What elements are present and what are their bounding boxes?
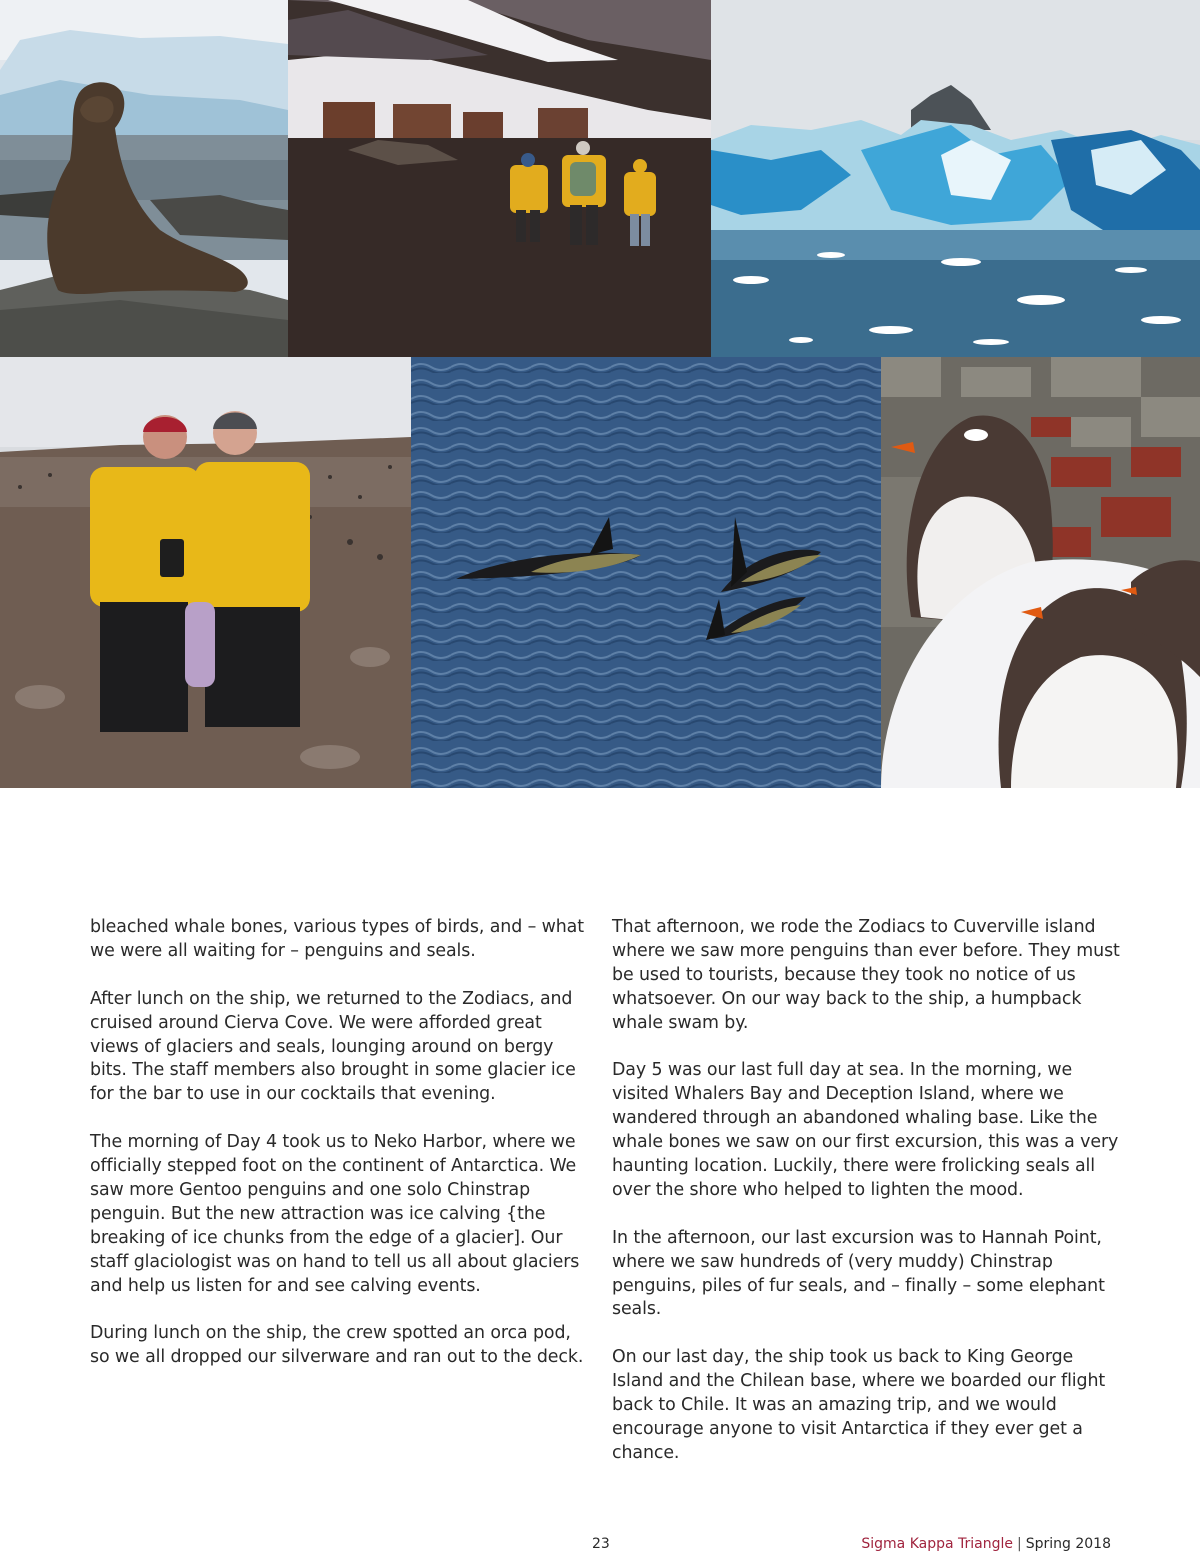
right-paragraph-4: On our last day, the ship took us back to King George Island and the Chilean base, where we boarded our flight back to Chile. It was an amazing trip, and we would encourage anyone to visit Antarctica if they ever get a chance.	[612, 1347, 1106, 1463]
photo-whaling-station	[288, 0, 711, 357]
right-paragraph-3: In the afternoon, our last excursion was to Hannah Point, where we saw hundreds of (very muddy) Chinstrap penguins, piles of fur seals, and – finally – some elephant seals.	[612, 1227, 1105, 1320]
photo-fur-seal	[0, 0, 288, 357]
photo-orcas	[411, 357, 881, 788]
issue-date: Spring 2018	[1025, 1536, 1111, 1552]
right-paragraph-1: That afternoon, we rode the Zodiacs to Cuverville island where we saw more penguins than ever before. They must be used to tourists, because they took no notice of us whatsoever. On our way back to the ship, a humpback whale swam by.	[612, 917, 1120, 1033]
article-left-column	[90, 916, 590, 1394]
left-paragraph-2: After lunch on the ship, we returned to the Zodiacs, and cruised around Cierva Cove. We were afforded great views of glaciers and seals, lounging around on bergy bits. The staff members also brought in some glacier ice for the bar to use in our cocktails that evening.	[90, 988, 576, 1105]
footer-separator: |	[1017, 1536, 1022, 1552]
left-paragraph-3: The morning of Day 4 took us to Neko Harbor, where we officially stepped foot on the continent of Antarctica. We saw more Gentoo penguins and one solo Chinstrap penguin. But the new attraction was ice calving {the breaking of ice chunks from the edge of a glacier]. Our staff glaciologist was on hand to tell us all about glaciers and help us listen for and see calving events.	[90, 1132, 580, 1296]
photo-icebergs	[711, 0, 1200, 357]
publication-footer	[861, 1535, 1111, 1553]
photo-gentoo-penguins	[881, 357, 1200, 788]
page-number: 23	[592, 1536, 610, 1552]
left-paragraph-1: bleached whale bones, various types of birds, and – what we were all waiting for – penguins and seals.	[90, 917, 584, 961]
left-paragraph-4: During lunch on the ship, the crew spotted an orca pod, so we all dropped our silverware and ran out to the deck.	[90, 1323, 584, 1368]
article-right-column	[612, 916, 1122, 1490]
photo-two-travelers	[0, 357, 411, 788]
right-paragraph-2: Day 5 was our last full day at sea. In the morning, we visited Whalers Bay and Deception Island, where we wandered through an abandoned whaling base. Like the whale bones we saw on our first excursion, this was a very haunting location. Luckily, there were frolicking seals all over the shore who helped to lighten the mood.	[612, 1060, 1119, 1200]
publication-name: Sigma Kappa Triangle	[861, 1536, 1014, 1552]
